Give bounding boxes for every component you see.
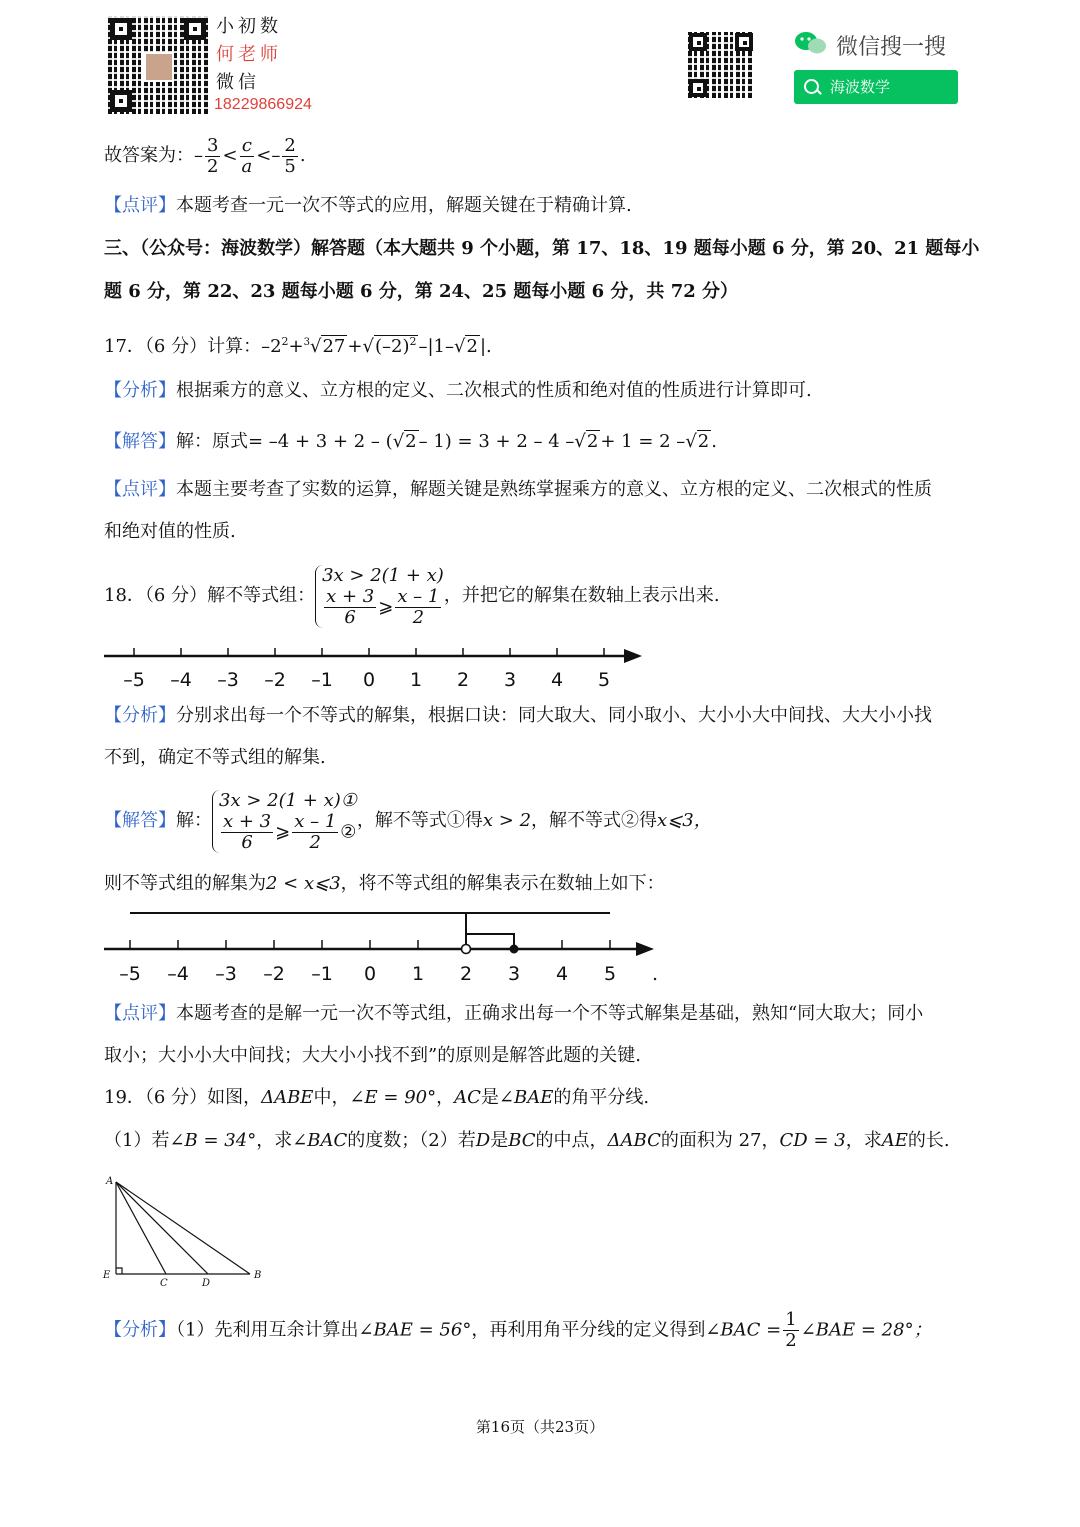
q19-statement-1: 19．（6 分）如图，ΔABE中，∠E = 90°，AC是∠BAE的角平分线. — [104, 1087, 650, 1108]
q17-analysis: 【分析】根据乘方的意义、立方根的定义、二次根式的性质和绝对值的性质进行计算即可. — [104, 380, 812, 401]
q18-review-1: 【点评】本题考查的是解一元一次不等式组，正确求出每一个不等式解集是基础，熟知“同大取大；同小 — [104, 1003, 924, 1024]
number-line-1-label: –3 — [217, 669, 239, 691]
number-line-2-label: 0 — [363, 963, 377, 985]
section-3-heading-1: 三、（公众号：海波数学）解答题（本大题共 9 个小题，第 17、18、19 题每小题 6 分，第 20、21 题每小 — [104, 238, 980, 259]
number-line-1-label: –4 — [170, 669, 192, 691]
wechat-icon — [794, 30, 828, 56]
wechat-search-title: 微信搜一搜 — [836, 35, 947, 60]
number-line-1-label: –1 — [311, 669, 333, 691]
open-point — [462, 945, 471, 954]
number-line-1-label: –2 — [264, 669, 286, 691]
number-line-2-label: 4 — [555, 963, 569, 985]
number-line-1-label: 2 — [456, 669, 470, 691]
qr-note-3: 微信 — [216, 72, 260, 93]
number-line-1 — [100, 640, 660, 696]
avatar — [144, 52, 174, 82]
q18-analysis-1: 【分析】分别求出每一个不等式的解集，根据口诀：同大取大、同小取小、大小小大中间找、大大小小找 — [104, 705, 932, 726]
q19-statement-2: （1）若∠B = 34°，求∠BAC的度数；（2）若D是BC的中点，ΔABC的面积为 27，CD = 3，求AE的长. — [104, 1130, 950, 1151]
number-line-1-label: 3 — [503, 669, 517, 691]
figure-label-b: B — [254, 1270, 262, 1281]
solution-right-bracket — [466, 934, 514, 949]
search-icon-handle — [816, 89, 822, 95]
q18-statement: 18．（6 分）解不等式组： 3x > 2(1 + x) $\frac{x + 3}{6}$ ⩾ $\frac{x - 1}{2}$ ，并把它的解集在数轴上表示出来. — [104, 564, 720, 628]
number-line-1-label: 4 — [550, 669, 564, 691]
q18-review-2: 取小；大小小大中间找；大大小小找不到”的原则是解答此题的关键. — [104, 1045, 641, 1066]
number-line-2-label: 1 — [411, 963, 425, 985]
number-line-2-label: 2 — [459, 963, 473, 985]
number-line-1-label: 5 — [597, 669, 611, 691]
fraction-2-5: $\frac{2}{5}$ — [284, 134, 296, 177]
number-line-2 — [100, 904, 680, 988]
number-line-2-label: –4 — [167, 963, 189, 985]
inequality-system: 3x > 2(1 + x) $\frac{x + 3}{6}$ ⩾ $\frac{x - 1}{2}$ — [315, 565, 444, 628]
figure-label-d: D — [202, 1278, 211, 1289]
number-line-2-label: 5 — [603, 963, 617, 985]
q17-review-2: 和绝对值的性质. — [104, 521, 236, 542]
number-line-1-label: –5 — [123, 669, 145, 691]
number-line-2-label: –2 — [263, 963, 285, 985]
number-line-2-period: . — [652, 963, 659, 985]
q17-solution: 【解答】解：原式= –4 + 3 + 2 – (√2 – 1) = 3 + 2 – 4 –√2 + 1 = 2 –√2 . — [104, 431, 717, 452]
figure-label-a: A — [106, 1176, 114, 1187]
number-line-2-label: 3 — [507, 963, 521, 985]
fraction-c-a: $\frac{c}{a}$ — [241, 134, 253, 177]
qr-code-left — [108, 16, 208, 114]
q19-analysis: 【分析】（1）先利用互余计算出∠BAE = 56°，再利用角平分线的定义得到∠BAC = $\frac{1}{2}$ ∠BAE = 28°； — [104, 1309, 932, 1351]
q17-review-1: 【点评】本题主要考查了实数的运算，解题关键是熟练掌握乘方的意义、立方根的定义、二次根式的性质 — [104, 479, 932, 500]
figure-label-c: C — [160, 1278, 168, 1289]
number-line-1-label: 1 — [409, 669, 423, 691]
page-footer: 第16页（共23页） — [475, 1418, 605, 1436]
review-1: 【点评】本题考查一元一次不等式的应用，解题关键在于精确计算. — [104, 195, 632, 216]
qr-code-right — [688, 32, 754, 98]
number-line-2-label: –1 — [311, 963, 333, 985]
figure-label-e: E — [103, 1270, 111, 1281]
q18-solution: 【解答】解： 3x > 2(1 + x)① $\frac{x + 3}{6}$ ⩾ $\frac{x - 1}{2}$ ② ，解不等式①得x > 2，解不等式②得x⩽3， — [104, 789, 712, 853]
triangle-figure — [100, 1170, 270, 1290]
number-line-2-label: –5 — [119, 963, 141, 985]
number-line-2-label: –3 — [215, 963, 237, 985]
fraction-3-2: $\frac{3}{2}$ — [207, 134, 219, 177]
qr-phone: 18229866924 — [214, 96, 312, 113]
answer-line: 故答案为：– $\frac{3}{2}$ < $\frac{c}{a}$ <– $\frac{2}{5}$ . — [104, 134, 306, 177]
number-line-1-label: 0 — [362, 669, 376, 691]
q18-conclusion: 则不等式组的解集为2 < x⩽3，将不等式组的解集表示在数轴上如下： — [104, 873, 665, 894]
qr-note-1: 小初数 — [216, 16, 282, 37]
qr-note-2: 何老师 — [216, 44, 282, 65]
section-3-heading-2: 题 6 分，第 22、23 题每小题 6 分，第 24、25 题每小题 6 分，共 72 分） — [104, 281, 739, 302]
inequality-system-solution: 3x > 2(1 + x)① $\frac{x + 3}{6}$ ⩾ $\frac{x - 1}{2}$ ② — [212, 790, 357, 853]
search-button-label: 海波数学 — [830, 78, 891, 96]
closed-point — [510, 945, 519, 954]
q17-statement: 17．（6 分）计算：$-2^2+^3√27 +√(-2)^2$ –|1–√2 |. — [104, 335, 492, 357]
q18-analysis-2: 不到，确定不等式组的解集. — [104, 747, 326, 768]
search-button[interactable] — [794, 70, 958, 104]
